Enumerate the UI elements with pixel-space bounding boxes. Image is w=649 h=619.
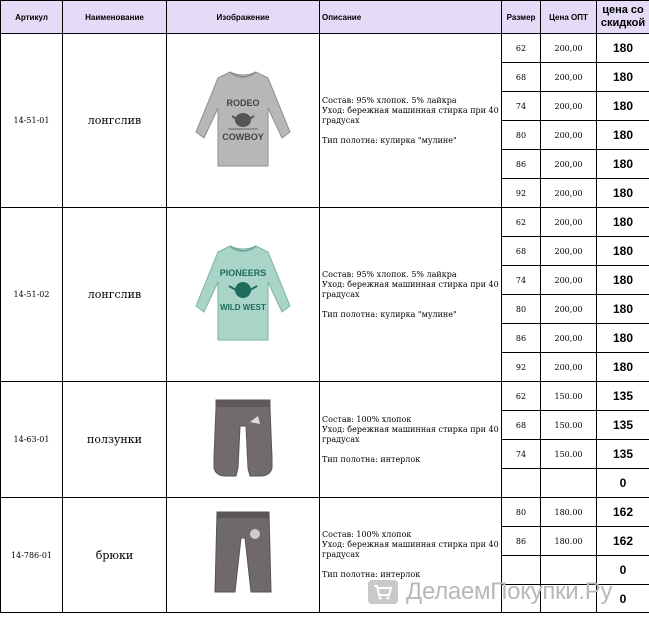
discount-price-cell: 0 [597,469,649,498]
discount-price-cell: 180 [597,353,649,382]
price-cell: 200,00 [541,237,597,266]
care-text: Уход: бережная машинная стирка при 40 градусах [322,540,499,559]
price-cell: 200,00 [541,179,597,208]
watermark-text: ДелаемПокупки.Ру [406,578,613,605]
size-cell: 68 [502,63,541,92]
shirt-print-text: COWBOY [222,131,264,142]
size-cell: 74 [502,440,541,469]
fabric-text: Тип полотна: кулирка "мулине" [322,135,457,145]
header-image: Изображение [167,1,320,34]
price-cell: 180.00 [541,498,597,527]
shirt-print-text: PIONEERS [219,267,267,278]
discount-price-cell: 180 [597,324,649,353]
size-cell: 68 [502,237,541,266]
fabric-text: Тип полотна: интерлок [322,454,421,464]
table-row [1,208,649,237]
price-cell: 150.00 [541,411,597,440]
discount-price-cell: 135 [597,382,649,411]
size-cell: 92 [502,353,541,382]
table-row [1,382,649,411]
product-article: 14-786-01 [1,498,63,613]
discount-price-cell: 162 [597,527,649,556]
shirt-print-text: RODEO [226,97,260,108]
product-description [320,382,502,498]
size-cell: 68 [502,411,541,440]
size-cell: 80 [502,121,541,150]
size-cell: 86 [502,150,541,179]
product-article: 14-63-01 [1,382,63,498]
product-description [320,34,502,208]
table-header-row [1,1,649,34]
product-image-cell [167,382,320,498]
discount-price-cell: 0 [597,585,649,613]
discount-price-cell: 180 [597,208,649,237]
care-text: Уход: бережная машинная стирка при 40 градусах [322,279,499,299]
size-cell: 62 [502,382,541,411]
discount-price-cell: 135 [597,411,649,440]
composition-text: Состав: 95% хлопок. 5% лайкра [322,269,457,279]
price-cell: 200,00 [541,34,597,63]
site-watermark [368,577,648,607]
shirt-print-text: WILD WEST [220,302,266,312]
size-cell: 62 [502,34,541,63]
discount-price-cell: 180 [597,150,649,179]
composition-text: Состав: 100% хлопок [322,530,412,539]
header-price: Цена ОПТ [541,1,597,34]
product-image-cell [167,34,320,208]
discount-price-cell: 180 [597,63,649,92]
discount-price-cell: 135 [597,440,649,469]
gray-footed-pants-image [208,396,278,480]
discount-price-cell: 180 [597,121,649,150]
price-cell: 200,00 [541,92,597,121]
product-article: 14-51-01 [1,34,63,208]
discount-price-cell: 180 [597,266,649,295]
price-cell: 150.00 [541,440,597,469]
price-cell: 200,00 [541,63,597,92]
discount-price-cell: 180 [597,295,649,324]
header-discount-price: цена со скидкой [597,1,649,34]
table-row [1,498,649,527]
discount-price-cell: 162 [597,498,649,527]
discount-price-cell: 180 [597,237,649,266]
size-cell [502,469,541,498]
table-row [1,34,649,63]
price-cell: 200,00 [541,295,597,324]
care-text: Уход: бережная машинная стирка при 40 градусах [322,424,499,444]
fabric-text: Тип полотна: интерлок [322,570,421,579]
product-image-cell [167,498,320,613]
gray-longsleeve-rodeo-cowboy-image [188,64,298,174]
header-description: Описание [320,1,502,34]
size-cell: 86 [502,324,541,353]
price-cell: 180.00 [541,527,597,556]
size-cell: 62 [502,208,541,237]
composition-text: Состав: 95% хлопок. 5% лайкра [322,95,457,105]
product-name: ползунки [63,382,167,498]
product-article: 14-51-02 [1,208,63,382]
size-cell: 80 [502,498,541,527]
discount-price-cell: 180 [597,34,649,63]
mint-longsleeve-pioneers-image [188,238,298,348]
header-size: Размер [502,1,541,34]
price-cell: 200,00 [541,324,597,353]
product-image-cell [167,208,320,382]
header-name: Наименование [63,1,167,34]
product-description [320,208,502,382]
composition-text: Состав: 100% хлопок [322,414,412,424]
discount-price-cell: 180 [597,92,649,121]
header-article: Артикул [1,1,63,34]
size-cell: 86 [502,527,541,556]
price-cell: 200,00 [541,353,597,382]
price-cell [541,469,597,498]
size-cell: 74 [502,266,541,295]
product-name: лонгслив [63,34,167,208]
product-name: брюки [63,498,167,613]
price-cell: 200,00 [541,121,597,150]
fabric-text: Тип полотна: кулирка "мулине" [322,309,457,319]
price-cell: 200,00 [541,208,597,237]
size-cell: 74 [502,92,541,121]
price-cell: 200,00 [541,266,597,295]
size-cell: 92 [502,179,541,208]
care-text: Уход: бережная машинная стирка при 40 градусах [322,105,499,125]
discount-price-cell: 180 [597,179,649,208]
shopping-cart-icon [368,580,398,604]
product-name: лонгслив [63,208,167,382]
price-cell: 150.00 [541,382,597,411]
discount-price-cell: 0 [597,556,649,585]
size-cell: 80 [502,295,541,324]
price-cell: 200,00 [541,150,597,179]
gray-pants-image [211,508,275,598]
